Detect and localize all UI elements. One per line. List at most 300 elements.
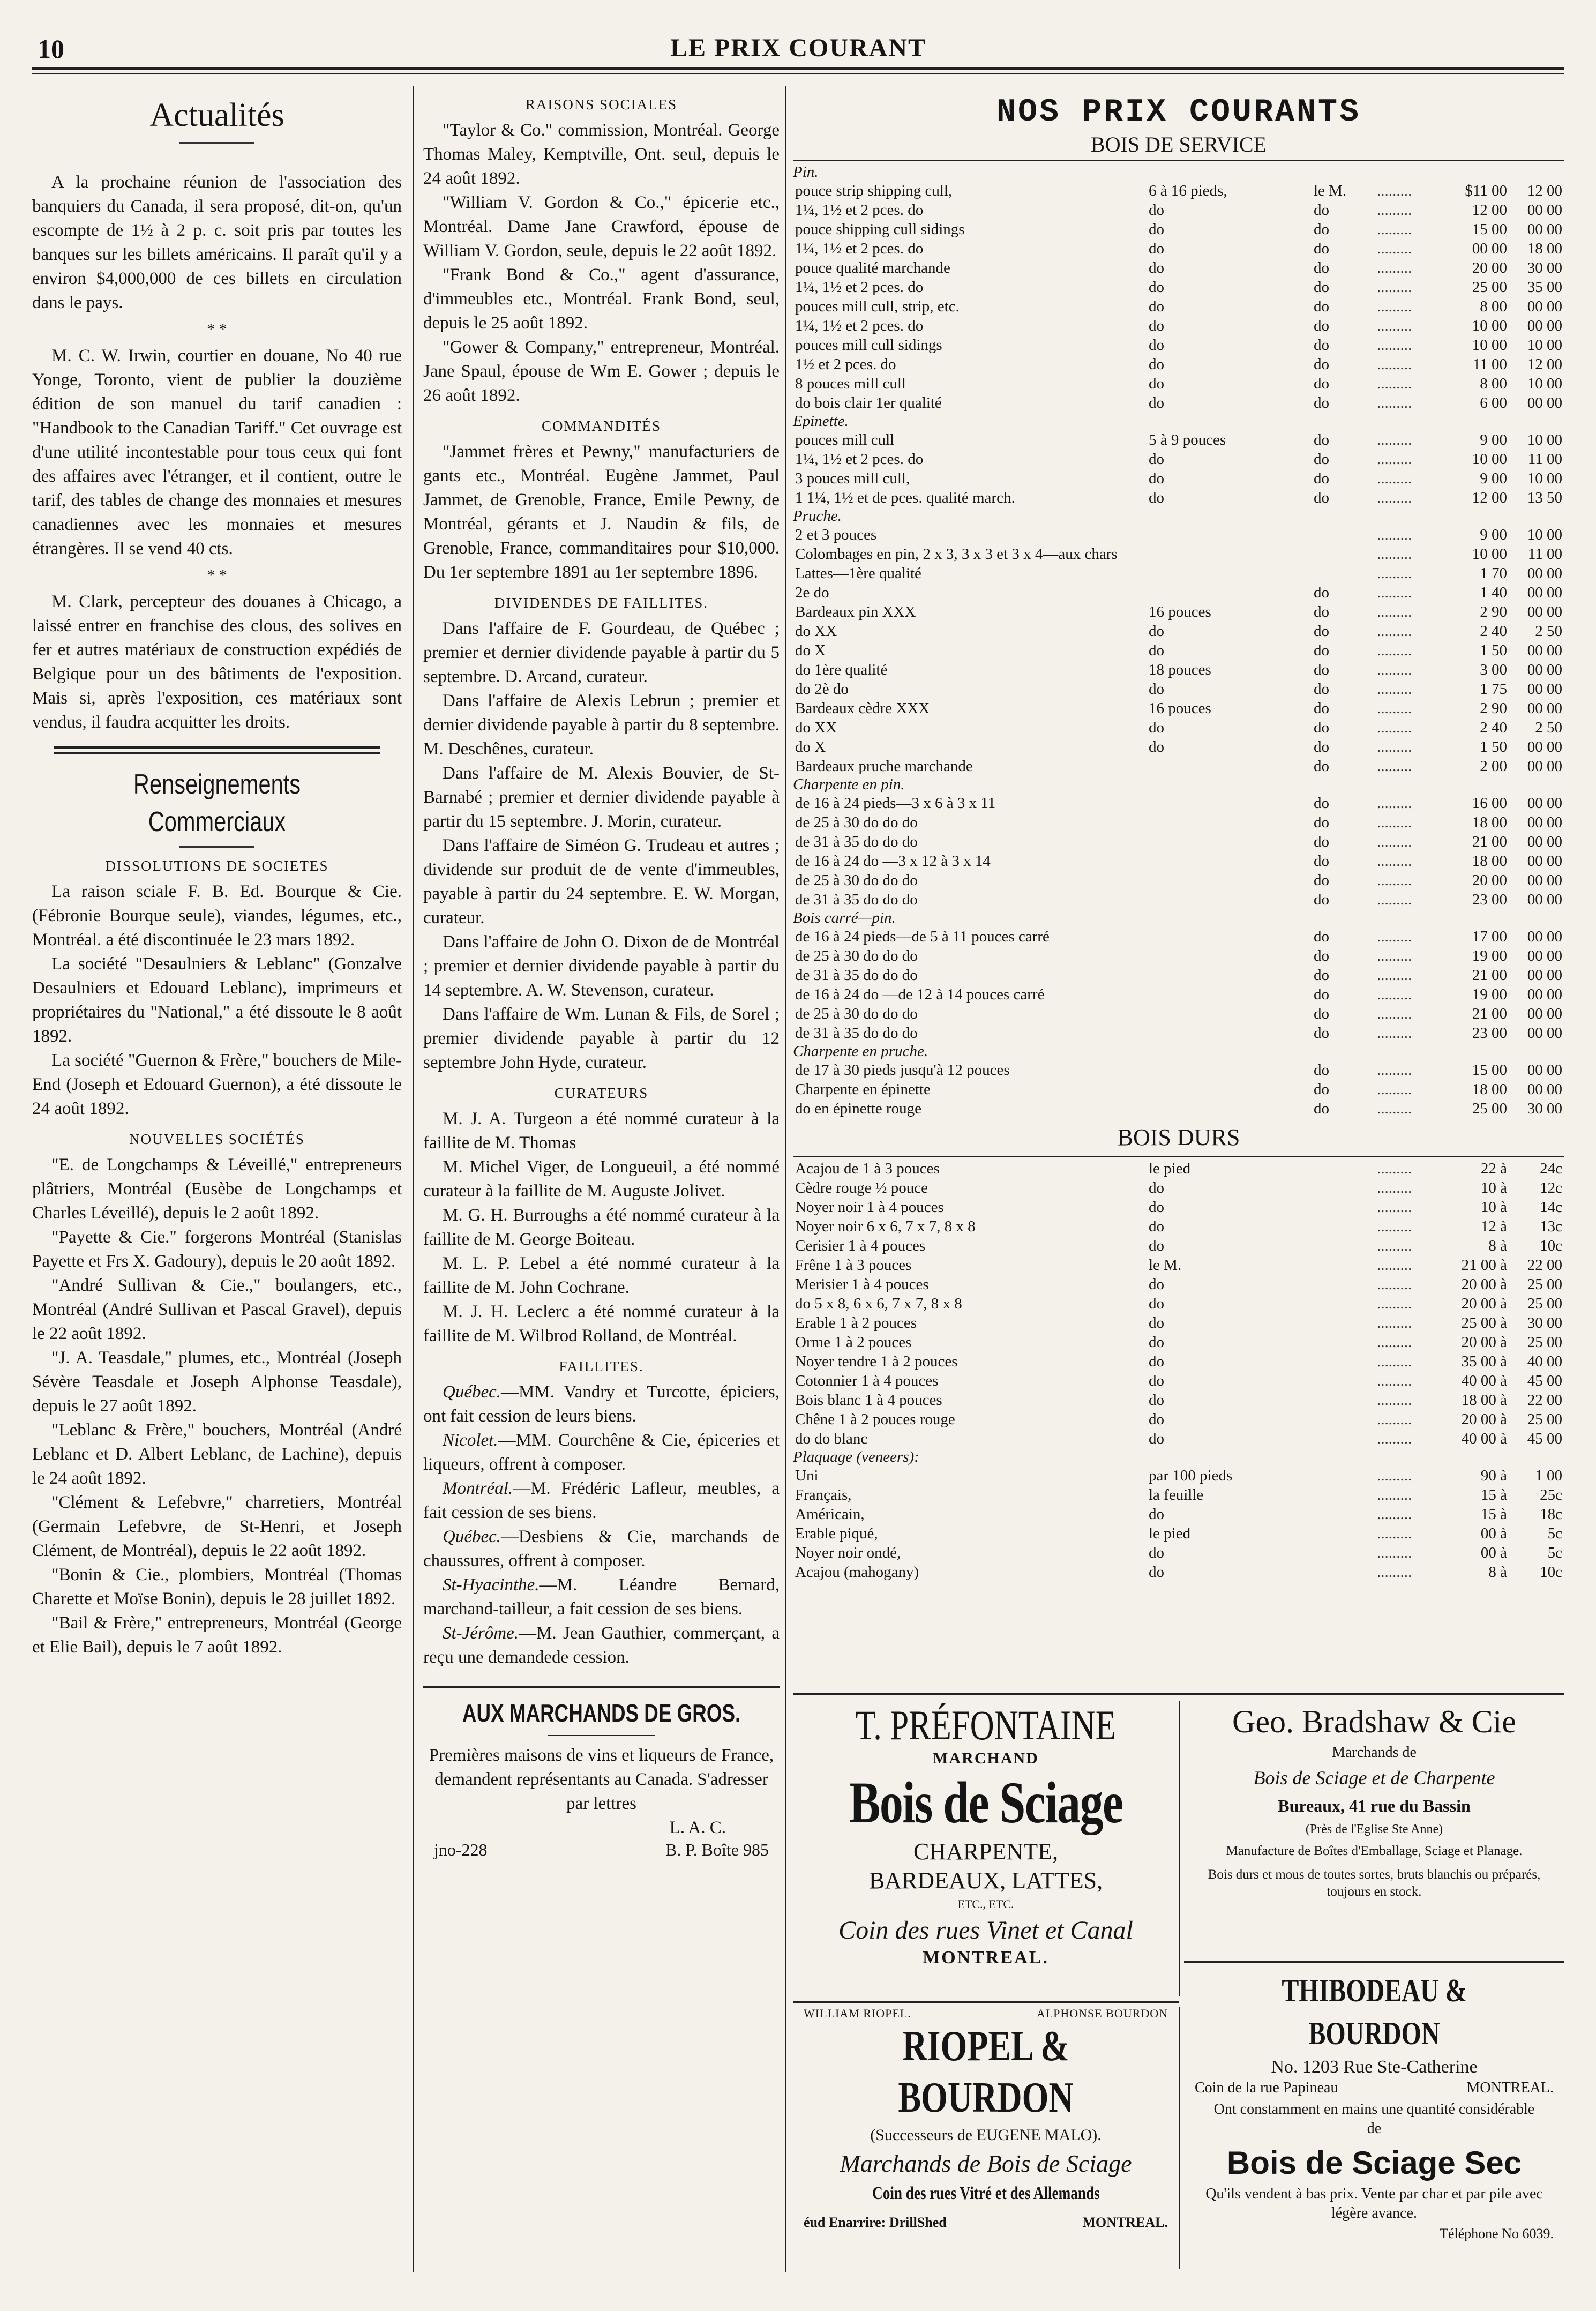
price-unit: do xyxy=(1314,891,1329,908)
price-item: Bardeaux pin XXX xyxy=(795,603,916,620)
price-size: 5 à 9 pouces xyxy=(1149,431,1226,448)
price-unit: do xyxy=(1314,1061,1329,1079)
ad-riopel-name: RIOPEL & BOURDON xyxy=(898,2023,1074,2121)
societe-item: "Payette & Cie." forgerons Montréal (Stanislas Payette et Frs X. Gadoury), depuis le 20 août 1892. xyxy=(32,1228,402,1271)
leader-dots: ......... xyxy=(1377,738,1412,756)
leader-dots: ......... xyxy=(1377,642,1412,659)
price-low: 1 50 xyxy=(1480,642,1507,659)
charpente-pruche-label: Charpente en pruche. xyxy=(793,1043,928,1060)
price-low: 20 00 à xyxy=(1461,1276,1507,1293)
price-low: 00 00 xyxy=(1472,240,1507,257)
price-item: Acajou de 1 à 3 pouces xyxy=(795,1160,940,1177)
price-size: do xyxy=(1149,201,1164,219)
price-item: de 16 à 24 do —3 x 12 à 3 x 14 xyxy=(795,852,991,870)
price-high: 00 00 xyxy=(1527,298,1562,315)
societe-item: "E. de Longchamps & Léveillé," entrepreneurs plâtriers, Montréal (Eusèbe de Longchamps et Charles Léveillé), depuis le 2 août 1892. xyxy=(32,1155,402,1223)
price-row xyxy=(793,813,1564,832)
price-item: de 31 à 35 do do do xyxy=(795,833,918,850)
ad-prefontaine-coin: Coin des rues Vinet et Canal xyxy=(838,1916,1133,1944)
dividende-item: Dans l'affaire de F. Gourdeau, de Québec ; premier et dernier dividende payable à partir du 5 septembre. D. Arcand, curateur. xyxy=(423,619,780,686)
price-high: 2 50 xyxy=(1535,719,1562,736)
price-size: le M. xyxy=(1149,1257,1182,1274)
dividende-item: Dans l'affaire de John O. Dixon de de Montréal ; premier et dernier dividende payable à partir du 14 septembre. A. W. Stevenson, curateur. xyxy=(423,932,780,1000)
price-low: 11 00 xyxy=(1472,356,1507,373)
leader-dots: ......... xyxy=(1377,1506,1412,1523)
price-high: 22 00 xyxy=(1527,1257,1562,1274)
leader-dots: ......... xyxy=(1377,1179,1412,1196)
price-low: 00 à xyxy=(1480,1544,1507,1561)
price-unit: do xyxy=(1314,1005,1329,1022)
leader-dots: ......... xyxy=(1377,298,1412,315)
price-low: 6 00 xyxy=(1480,394,1507,412)
price-unit: do xyxy=(1314,947,1329,964)
price-low: 20 00 à xyxy=(1461,1295,1507,1312)
ad-signature: L. A. C. xyxy=(669,1818,726,1837)
price-unit: do xyxy=(1314,259,1329,276)
price-row xyxy=(793,1485,1564,1505)
leader-dots: ......... xyxy=(1377,1486,1412,1504)
leader-dots: ......... xyxy=(1377,1257,1412,1274)
price-unit: do xyxy=(1314,700,1329,717)
price-low: 15 à xyxy=(1480,1506,1507,1523)
leader-dots: ......... xyxy=(1377,1160,1412,1177)
price-high: 00 00 xyxy=(1527,795,1562,812)
price-unit: do xyxy=(1314,1024,1329,1042)
leader-dots: ......... xyxy=(1377,1276,1412,1293)
price-size: do xyxy=(1149,451,1164,468)
ad-ref: jno-228 xyxy=(434,1840,488,1859)
price-item: Charpente en épinette xyxy=(795,1081,931,1098)
societe-item: "Leblanc & Frère," bouchers, Montréal (André Leblanc et D. Albert Leblanc, de Lachine), depuis le 24 août 1892. xyxy=(32,1420,402,1488)
leader-dots: ......... xyxy=(1377,623,1412,640)
price-item: Français, xyxy=(795,1486,852,1504)
price-unit xyxy=(1312,1562,1375,1582)
ad-thibodeau-tel: Téléphone No 6039. xyxy=(1439,2226,1554,2241)
price-row xyxy=(793,220,1564,239)
price-table-charpente-pin xyxy=(793,794,1564,909)
price-row xyxy=(793,316,1564,335)
price-high: 25 00 xyxy=(1527,1334,1562,1351)
price-size: do xyxy=(1149,1334,1164,1351)
raison-item: "Gower & Company," entrepreneur, Montréal. Jane Spaul, épouse de Wm E. Gower ; depuis le 26 août 1892. xyxy=(423,338,780,405)
curateurs-heading: CURATEURS xyxy=(554,1085,649,1101)
faillite-item: Nicolet.—MM. Courchêne & Cie, épiceries et liqueurs, offrent à composer. xyxy=(423,1431,780,1474)
price-low: 2 40 xyxy=(1480,623,1507,640)
price-row xyxy=(793,1004,1564,1023)
price-row xyxy=(793,1333,1564,1352)
price-row xyxy=(793,679,1564,699)
price-row xyxy=(793,374,1564,393)
price-size: do xyxy=(1149,680,1164,698)
price-table-charpente-pruche xyxy=(793,1060,1564,1118)
leader-dots: ......... xyxy=(1377,1372,1412,1389)
ad-marchands-de-gros xyxy=(423,1686,780,1860)
price-item: do bois clair 1er qualité xyxy=(795,394,942,412)
ad-bradshaw xyxy=(1184,1701,1564,1953)
ad-prefontaine-etc: ETC., ETC. xyxy=(957,1897,1014,1911)
price-row xyxy=(793,181,1564,200)
price-low: 10 00 xyxy=(1472,336,1507,354)
dividendes-heading: DIVIDENDES DE FAILLITES. xyxy=(494,595,709,611)
leader-dots: ......... xyxy=(1377,719,1412,736)
price-low: 1 50 xyxy=(1480,738,1507,756)
price-size xyxy=(1147,794,1312,813)
price-size xyxy=(1147,985,1312,1004)
price-item: pouces mill cull sidings xyxy=(795,336,942,354)
price-high: 00 00 xyxy=(1527,1024,1562,1042)
price-row xyxy=(793,393,1564,413)
price-item: de 25 à 30 do do do xyxy=(795,1005,918,1022)
leader-dots: ......... xyxy=(1377,1353,1412,1370)
leader-dots: ......... xyxy=(1377,1314,1412,1332)
header-rule-thin xyxy=(32,73,1564,74)
price-high: 00 00 xyxy=(1527,891,1562,908)
price-item: do X xyxy=(795,738,826,756)
ad-bradshaw-marchands: Marchands de xyxy=(1332,1744,1417,1761)
price-low: 21 00 xyxy=(1472,967,1507,984)
price-unit: do xyxy=(1314,489,1329,506)
price-item: Erable 1 à 2 pouces xyxy=(795,1314,917,1332)
price-unit: do xyxy=(1314,317,1329,334)
dissolutions-heading: DISSOLUTIONS DE SOCIETES xyxy=(105,858,329,874)
price-high: 00 00 xyxy=(1527,947,1562,964)
ad-riopel-left: WILLIAM RIOPEL. xyxy=(804,2007,911,2020)
price-low: 9 00 xyxy=(1480,431,1507,448)
price-low: 12 à xyxy=(1480,1218,1507,1235)
price-unit xyxy=(1312,544,1375,564)
price-size: do xyxy=(1149,1179,1164,1196)
price-low: 15 à xyxy=(1480,1486,1507,1504)
actualites-heading: Actualités xyxy=(149,97,284,133)
price-high: 00 00 xyxy=(1527,967,1562,984)
ad-prefontaine-line2: BARDEAUX, LATTES, xyxy=(868,1867,1103,1894)
price-size xyxy=(1147,564,1312,583)
price-size xyxy=(1147,1060,1312,1080)
price-row xyxy=(793,660,1564,679)
curateur-item: M. Michel Viger, de Longueuil, a été nommé curateur à la faillite de M. Auguste Jolivet. xyxy=(423,1157,780,1201)
price-size xyxy=(1147,1004,1312,1023)
societe-item: "Bail & Frère," entrepreneurs, Montréal (George et Elie Bail), depuis le 7 août 1892. xyxy=(32,1613,402,1657)
price-high: 00 00 xyxy=(1527,680,1562,698)
price-high: 00 00 xyxy=(1527,738,1562,756)
price-size xyxy=(1147,813,1312,832)
price-unit: do xyxy=(1314,279,1329,296)
price-unit: do xyxy=(1314,814,1329,831)
price-item: 1¼, 1½ et 2 pces. do xyxy=(795,451,924,468)
ad-prefontaine-bois: Bois de Sciage xyxy=(849,1770,1123,1835)
price-unit: do xyxy=(1314,680,1329,698)
leader-dots: ......... xyxy=(1377,356,1412,373)
price-low: 2 40 xyxy=(1480,719,1507,736)
price-high: 5c xyxy=(1547,1525,1562,1542)
price-row xyxy=(793,1410,1564,1429)
price-size: do xyxy=(1149,470,1164,487)
news-paragraph: A la prochaine réunion de l'association des banquiers du Canada, il sera proposé, dit-on, qu'un escompte de 1½ à 2 p. c. soit pris par toutes les banques sur les billets américains. Il paraît qu'il y a environ $4,000,000 de ces billets en circulation dans le pays. xyxy=(32,173,402,312)
bois-durs-heading: BOIS DURS xyxy=(1117,1124,1240,1150)
price-unit xyxy=(1312,1313,1375,1333)
price-size: do xyxy=(1149,1314,1164,1332)
price-item: Noyer tendre 1 à 2 pouces xyxy=(795,1353,958,1370)
price-unit: do xyxy=(1314,928,1329,945)
price-item: de 25 à 30 do do do xyxy=(795,872,918,889)
price-item: de 25 à 30 do do do xyxy=(795,947,918,964)
ad-bradshaw-stock: Bois durs et mous de toutes sortes, bruts blanchis ou préparés, toujours en stock. xyxy=(1208,1867,1541,1899)
price-high: 12 00 xyxy=(1527,356,1562,373)
price-row xyxy=(793,469,1564,488)
plaquage-label: Plaquage (veneers): xyxy=(793,1448,919,1465)
price-low: 10 00 xyxy=(1472,545,1507,563)
price-unit: do xyxy=(1314,470,1329,487)
price-high: 11 00 xyxy=(1527,545,1562,563)
price-unit: do xyxy=(1314,872,1329,889)
price-item: 1½ et 2 pces. do xyxy=(795,356,896,373)
column-separator xyxy=(785,86,786,2272)
price-unit: do xyxy=(1314,240,1329,257)
leader-dots: ......... xyxy=(1377,852,1412,870)
raison-item: "Frank Bond & Co.," agent d'assurance, d'immeubles etc., Montréal. Frank Bond, seul, depuis le 25 août 1892. xyxy=(423,265,780,333)
leader-dots: ......... xyxy=(1377,833,1412,850)
price-low: 2 90 xyxy=(1480,700,1507,717)
price-size: do xyxy=(1149,1218,1164,1235)
price-row xyxy=(793,1217,1564,1236)
price-high: 30 00 xyxy=(1527,1100,1562,1117)
price-high: 00 00 xyxy=(1527,1061,1562,1079)
prices-subtitle: BOIS DE SERVICE xyxy=(1091,132,1267,156)
price-table-epinette xyxy=(793,430,1564,507)
leader-dots: ......... xyxy=(1377,1411,1412,1428)
price-high: 18c xyxy=(1540,1506,1562,1523)
price-table-plaquage xyxy=(793,1466,1564,1582)
price-row xyxy=(793,1255,1564,1275)
price-unit: do xyxy=(1314,967,1329,984)
leader-dots: ......... xyxy=(1377,1525,1412,1542)
price-high: 25c xyxy=(1540,1486,1562,1504)
price-size xyxy=(1147,1099,1312,1118)
price-item: Colombages en pin, 2 x 3, 3 x 3 et 3 x 4—aux chars xyxy=(795,545,1118,563)
leader-dots: ......... xyxy=(1377,1081,1412,1098)
leader-dots: ......... xyxy=(1377,872,1412,889)
price-row xyxy=(793,871,1564,890)
leader-dots: ......... xyxy=(1377,1544,1412,1561)
price-item: Bardeaux cèdre XXX xyxy=(795,700,930,717)
price-item: do 1ère qualité xyxy=(795,661,888,678)
price-high: 00 00 xyxy=(1527,317,1562,334)
price-high: 00 00 xyxy=(1527,394,1562,412)
price-unit: do xyxy=(1314,661,1329,678)
leader-dots: ......... xyxy=(1377,489,1412,506)
price-low: 20 00 xyxy=(1472,872,1507,889)
ad-thibodeau-vend: Qu'ils vendent à bas prix. Vente par char et par pile avec légère avance. xyxy=(1205,2186,1543,2222)
price-unit: do xyxy=(1314,623,1329,640)
price-row xyxy=(793,757,1564,776)
price-high: 00 00 xyxy=(1527,565,1562,582)
price-item: Erable piqué, xyxy=(795,1525,878,1542)
price-high: 30 00 xyxy=(1527,259,1562,276)
price-size xyxy=(1147,890,1312,909)
faillite-item: Montréal.—M. Frédéric Lafleur, meubles, a fait cession de ses biens. xyxy=(423,1479,780,1522)
price-size: do xyxy=(1149,1353,1164,1370)
price-size: do xyxy=(1149,259,1164,276)
ad-separator xyxy=(793,2001,1179,2003)
price-high: 00 00 xyxy=(1527,584,1562,601)
price-high: 13 50 xyxy=(1527,489,1562,506)
price-unit: do xyxy=(1314,584,1329,601)
price-unit xyxy=(1312,1505,1375,1524)
price-low: 8 00 xyxy=(1480,375,1507,392)
price-unit: do xyxy=(1314,375,1329,392)
price-size: do xyxy=(1149,356,1164,373)
price-high: 00 00 xyxy=(1527,872,1562,889)
divider xyxy=(179,142,254,144)
ad-thibodeau-bois: Bois de Sciage Sec xyxy=(1226,2145,1522,2181)
price-row xyxy=(793,1099,1564,1118)
price-unit: do xyxy=(1314,221,1329,238)
price-row xyxy=(793,297,1564,316)
leader-dots: ......... xyxy=(1377,375,1412,392)
leader-dots: ......... xyxy=(1377,1199,1412,1216)
price-row xyxy=(793,1275,1564,1294)
leader-dots: ......... xyxy=(1377,1392,1412,1409)
price-size xyxy=(1147,946,1312,966)
price-row xyxy=(793,1178,1564,1198)
price-size: do xyxy=(1149,279,1164,296)
price-size: 18 pouces xyxy=(1149,661,1211,678)
curateur-item: M. J. H. Leclerc a été nommé curateur à la faillite de M. Wilbrod Rolland, de Montréal. xyxy=(423,1302,780,1345)
leader-dots: ......... xyxy=(1377,431,1412,448)
price-unit: do xyxy=(1314,1100,1329,1117)
price-item: pouces mill cull, strip, etc. xyxy=(795,298,960,315)
price-row xyxy=(793,239,1564,258)
ad-riopel-succ: (Successeurs de EUGENE MALO). xyxy=(870,2126,1102,2144)
price-size xyxy=(1147,583,1312,602)
price-high: 00 00 xyxy=(1527,758,1562,775)
header-rule xyxy=(32,67,1564,70)
price-item: Noyer noir 1 à 4 pouces xyxy=(795,1199,944,1216)
ad-prefontaine xyxy=(793,1701,1180,1996)
price-high: 00 00 xyxy=(1527,986,1562,1003)
price-low: 21 00 xyxy=(1472,1005,1507,1022)
price-table-pin xyxy=(793,181,1564,413)
price-row xyxy=(793,890,1564,909)
leader-dots: ......... xyxy=(1377,584,1412,601)
price-low: 10 à xyxy=(1480,1199,1507,1216)
price-item: de 31 à 35 do do do xyxy=(795,1024,918,1042)
price-unit xyxy=(1312,1410,1375,1429)
societe-item: "Bonin & Cie., plombiers, Montréal (Thomas Charette et Moïse Bonin), depuis le 28 juillet 1892. xyxy=(32,1565,402,1609)
price-high: 00 00 xyxy=(1527,1005,1562,1022)
price-unit xyxy=(1312,1466,1375,1485)
faillites-heading: FAILLITES. xyxy=(559,1358,644,1374)
price-table-pruche xyxy=(793,525,1564,776)
price-low: 3 00 xyxy=(1480,661,1507,678)
price-high: 22 00 xyxy=(1527,1392,1562,1409)
price-unit: do xyxy=(1314,336,1329,354)
price-item: 2 et 3 pouces xyxy=(795,526,877,543)
price-item: de 25 à 30 do do do xyxy=(795,814,918,831)
price-item: Lattes—1ère qualité xyxy=(795,565,921,582)
price-item: de 17 à 30 pieds jusqu'à 12 pouces xyxy=(795,1061,1010,1079)
renseignements-heading: Renseignements Commerciaux xyxy=(133,769,301,837)
ad-prefontaine-line1: CHARPENTE, xyxy=(913,1838,1059,1865)
ad-footer xyxy=(423,1840,780,1860)
price-row xyxy=(793,927,1564,946)
commandite-item: "Jammet frères et Pewny," manufacturiers de gants etc., Montréal. Eugène Jammet, Paul Jammet, de Grenoble, France, Emile Pewny, de Montréal, gérants et J. Naudin & fils, de Grenoble, France, commanditaires pour $10,000. Du 1er septembre 1891 au 1er septembre 1896. xyxy=(423,442,780,582)
price-row xyxy=(793,583,1564,602)
price-row xyxy=(793,200,1564,220)
price-high: 14c xyxy=(1540,1199,1562,1216)
column-middle xyxy=(423,94,780,1860)
price-item: pouce qualité marchande xyxy=(795,259,950,276)
price-low: 12 00 xyxy=(1472,201,1507,219)
leader-dots: ......... xyxy=(1377,700,1412,717)
price-unit: do xyxy=(1314,758,1329,775)
price-size: do xyxy=(1149,1276,1164,1293)
prices-heading: NOS PRIX COURANTS xyxy=(996,94,1361,131)
ad-bradshaw-bureaux: Bureaux, 41 rue du Bassin xyxy=(1278,1796,1471,1815)
price-size: do xyxy=(1149,317,1164,334)
price-row xyxy=(793,355,1564,374)
leader-dots: ......... xyxy=(1377,1430,1412,1447)
price-item: do 5 x 8, 6 x 6, 7 x 7, 8 x 8 xyxy=(795,1295,962,1312)
leader-dots: ......... xyxy=(1377,1218,1412,1235)
price-high: 25 00 xyxy=(1527,1411,1562,1428)
price-high: 10 00 xyxy=(1527,336,1562,354)
price-size: do xyxy=(1149,1506,1164,1523)
price-row xyxy=(793,1313,1564,1333)
price-unit: do xyxy=(1314,1081,1329,1098)
leader-dots: ......... xyxy=(1377,1061,1412,1079)
pin-label: Pin. xyxy=(793,163,819,181)
price-high: 45 00 xyxy=(1527,1430,1562,1447)
price-size: do xyxy=(1149,1564,1164,1581)
price-unit: do xyxy=(1314,852,1329,870)
ads-top-rule xyxy=(793,1693,1564,1695)
price-low: 25 00 xyxy=(1472,279,1507,296)
price-low: 20 00 à xyxy=(1461,1411,1507,1428)
faillite-item: St-Hyacinthe.—M. Léandre Bernard, marchand-tailleur, a fait cession de ses biens. xyxy=(423,1575,780,1619)
ad-thibodeau-ont: Ont constamment en mains une quantité considérable de xyxy=(1213,2101,1535,2137)
price-size: do xyxy=(1149,489,1164,506)
price-high: 13c xyxy=(1540,1218,1562,1235)
dividende-item: Dans l'affaire de Alexis Lebrun ; premier et dernier dividende payable à partir du 8 septembre. M. Deschênes, curateur. xyxy=(423,691,780,759)
price-low: 18 00 xyxy=(1472,814,1507,831)
price-unit: do xyxy=(1314,738,1329,756)
leader-dots: ......... xyxy=(1377,1005,1412,1022)
price-item: 1¼, 1½ et 2 pces. do xyxy=(795,201,924,219)
price-high: 40 00 xyxy=(1527,1353,1562,1370)
price-row xyxy=(793,1429,1564,1448)
raison-item: "Taylor & Co." commission, Montréal. George Thomas Maley, Kemptville, Ont. seul, depuis le 24 août 1892. xyxy=(423,121,780,188)
price-unit xyxy=(1312,1429,1375,1448)
price-low: 23 00 xyxy=(1472,891,1507,908)
price-high: 00 00 xyxy=(1527,928,1562,945)
price-low: 19 00 xyxy=(1472,986,1507,1003)
price-row xyxy=(793,1060,1564,1080)
leader-dots: ......... xyxy=(1377,1334,1412,1351)
price-unit xyxy=(1312,564,1375,583)
price-item: pouce strip shipping cull, xyxy=(795,182,953,199)
price-item: Merisier 1 à 4 pouces xyxy=(795,1276,929,1293)
price-unit: do xyxy=(1314,719,1329,736)
ad-riopel-marchands: Marchands de Bois de Sciage xyxy=(840,2150,1132,2177)
charpente-pin-label: Charpente en pin. xyxy=(793,776,905,793)
price-row xyxy=(793,450,1564,469)
price-row xyxy=(793,851,1564,871)
price-row xyxy=(793,1023,1564,1043)
price-item: Orme 1 à 2 pouces xyxy=(795,1334,912,1351)
price-low: 18 00 xyxy=(1472,852,1507,870)
price-item: 3 pouces mill cull, xyxy=(795,470,910,487)
